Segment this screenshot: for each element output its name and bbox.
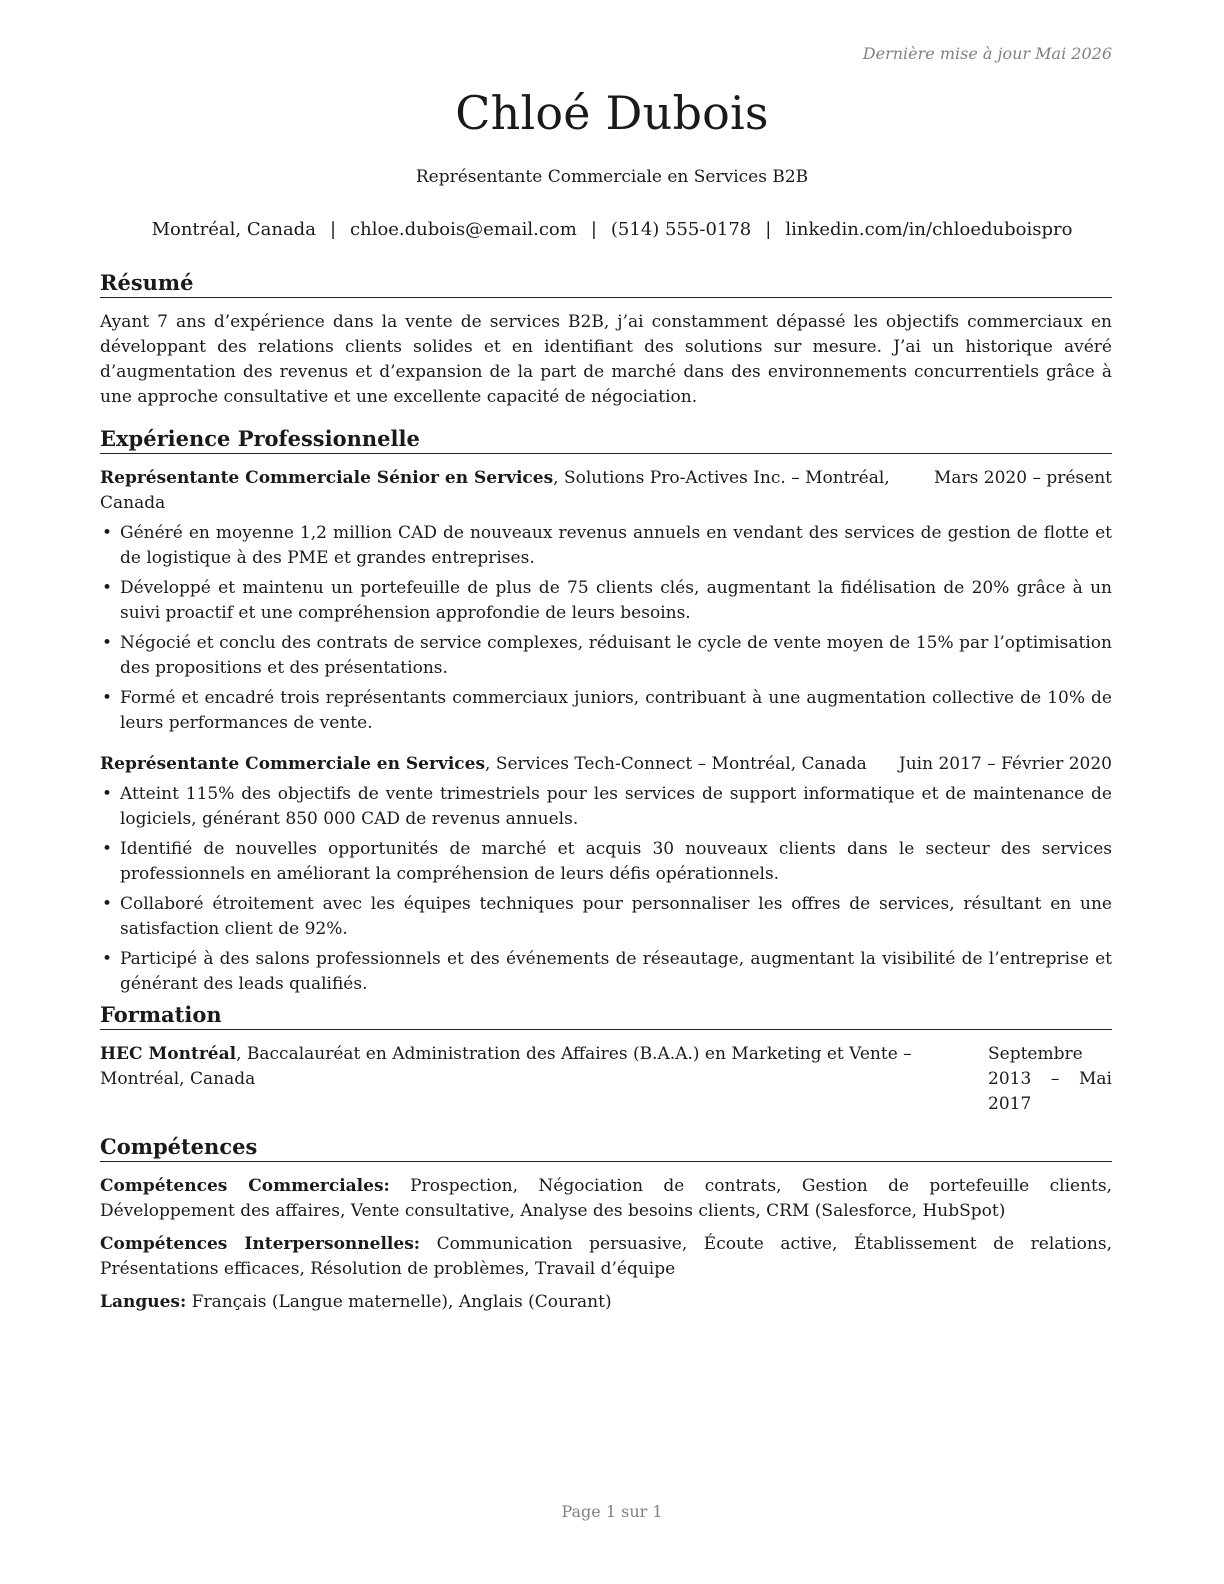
education-entry xyxy=(100,1042,1112,1117)
job-header xyxy=(100,466,1112,516)
job-bullets xyxy=(100,782,1112,997)
summary-title: Résumé xyxy=(100,270,1112,298)
resume-content xyxy=(100,270,1112,1323)
education-degree-line xyxy=(100,1042,980,1117)
job-bullet: • Identifié de nouvelles opportunités de marché et acquis 30 nouveaux clients dans le secteur des services professionnels en améliorant la compréhension de leurs défis opérationnels. xyxy=(100,837,1112,887)
skill-group-text: Prospection, Négociation de contrats, Gestion de portefeuille clients, Développement des affaires, Vente consultative, Analyse des besoins clients, CRM (Salesforce, HubSpot) xyxy=(100,1176,1112,1221)
skill-group xyxy=(100,1290,1112,1315)
job-company: , Solutions Pro-Actives Inc. – Montréal, Canada xyxy=(100,468,890,513)
job-bullet: • Formé et encadré trois représentants commerciaux juniors, contribuant à une augmentation collective de 10% de leurs performances de vente. xyxy=(100,686,1112,736)
skill-group-label: Langues: xyxy=(100,1292,187,1312)
job-bullet: • Négocié et conclu des contrats de service complexes, réduisant le cycle de vente moyen de 15% par l’optimisation des propositions et des présentations. xyxy=(100,631,1112,681)
skill-group-label: Compétences Commerciales: xyxy=(100,1176,390,1196)
job-bullet: • Généré en moyenne 1,2 million CAD de nouveaux revenus annuels en vendant des services de gestion de flotte et de logistique à des PME et grandes entreprises. xyxy=(100,521,1112,571)
education-degree: , Baccalauréat en Administration des Affaires (B.A.A.) en Marketing et Vente – Montréal, Canada xyxy=(100,1044,912,1089)
skill-group xyxy=(100,1232,1112,1282)
skills-title: Compétences xyxy=(100,1134,1112,1162)
education-title: Formation xyxy=(100,1002,1112,1030)
job-entry xyxy=(100,466,1112,736)
contact-linkedin[interactable]: linkedin.com/in/chloeduboispro xyxy=(785,219,1073,240)
contact-separator: | xyxy=(329,219,337,240)
job-bullet: • Participé à des salons professionnels et des événements de réseautage, augmentant la visibilité de l’entreprise et générant des leads qualifiés. xyxy=(100,947,1112,997)
skill-group xyxy=(100,1174,1112,1224)
skill-group-label: Compétences Interpersonnelles: xyxy=(100,1234,421,1254)
job-header xyxy=(100,752,1112,777)
experience-section xyxy=(100,426,1112,997)
job-title-line xyxy=(100,752,899,777)
summary-text: Ayant 7 ans d’expérience dans la vente de services B2B, j’ai constamment dépassé les objectifs commerciaux en développant des relations clients solides et en identifiant des solutions sur mesure. J’ai un historique avéré d’augmentation des revenus et d’expansion de la part de marché dans des environnements concurrentiels grâce à une approche consultative et une excellente capacité de négociation. xyxy=(100,312,1112,407)
job-bullets xyxy=(100,521,1112,736)
skill-group-text: Français (Langue maternelle), Anglais (Courant) xyxy=(186,1292,612,1312)
skill-group-text: Communication persuasive, Écoute active, Établissement de relations, Présentations efficaces, Résolution de problèmes, Travail d’équipe xyxy=(100,1234,1112,1279)
page-number: Page 1 sur 1 xyxy=(561,1502,663,1521)
contact-phone: (514) 555-0178 xyxy=(610,219,752,240)
contact-location: Montréal, Canada xyxy=(151,219,316,240)
job-role: Représentante Commerciale Sénior en Services xyxy=(100,468,554,488)
experience-title: Expérience Professionnelle xyxy=(100,426,1112,454)
job-dates: Mars 2020 – présent xyxy=(933,468,1112,488)
contact-line xyxy=(0,219,1224,240)
job-company: , Services Tech-Connect – Montréal, Canada xyxy=(485,754,867,774)
education-dates: Septembre 2013 – Mai 2017 xyxy=(988,1044,1112,1114)
education-school: HEC Montréal xyxy=(100,1044,237,1064)
job-role: Représentante Commerciale en Services xyxy=(100,754,486,774)
summary-section xyxy=(100,270,1112,410)
job-bullet: • Atteint 115% des objectifs de vente trimestriels pour les services de support informatique et de maintenance de logiciels, générant 850 000 CAD de revenus annuels. xyxy=(100,782,1112,832)
job-title-line xyxy=(100,466,934,516)
contact-email[interactable]: chloe.dubois@email.com xyxy=(350,219,577,240)
contact-separator: | xyxy=(765,219,772,240)
job-bullet: • Développé et maintenu un portefeuille de plus de 75 clients clés, augmentant la fidélisation de 20% grâce à un suivi proactif et une compréhension approfondie de leurs besoins. xyxy=(100,576,1112,626)
job-dates: Juin 2017 – Février 2020 xyxy=(898,754,1112,774)
education-section xyxy=(100,1002,1112,1117)
candidate-name: Chloé Dubois xyxy=(455,86,769,140)
job-bullet: • Collaboré étroitement avec les équipes techniques pour personnaliser les offres de services, résultant en une satisfaction client de 92%. xyxy=(100,892,1112,942)
last-updated-note: Dernière mise à jour Mai 2026 xyxy=(862,44,1112,63)
job-entry xyxy=(100,752,1112,997)
contact-separator: | xyxy=(590,219,597,240)
skills-section xyxy=(100,1134,1112,1315)
candidate-headline: Représentante Commerciale en Services B2B xyxy=(415,167,809,187)
